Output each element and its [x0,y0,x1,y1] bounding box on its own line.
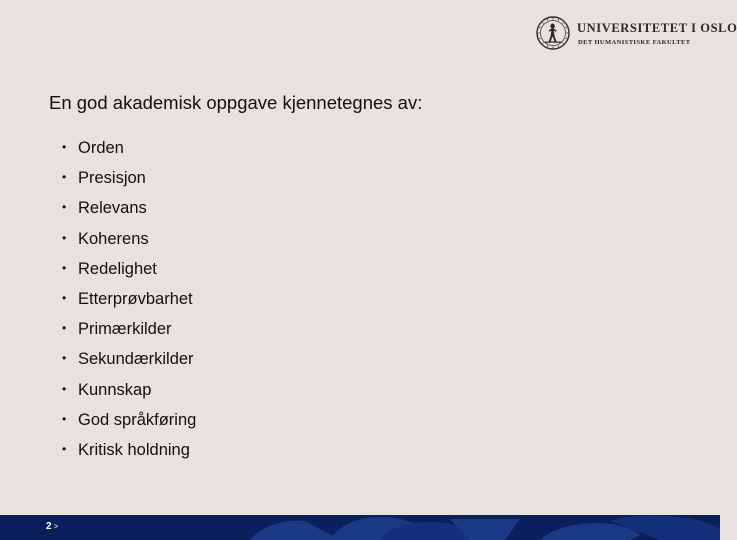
bullet-list [62,135,196,467]
bullet-dot: • [62,140,67,154]
slide-heading: En god akademisk oppgave kjennetegnes av: [49,92,423,113]
page-arrow: > [53,522,59,531]
bullet-item [62,316,196,346]
bullet-item [62,165,196,195]
bullet-item [62,437,196,467]
university-seal-icon [536,16,570,50]
bullet-text: Orden [78,139,124,157]
bullet-text: Kunnskap [78,380,152,399]
bullet-dot: • [62,441,67,456]
bullet-item [62,377,196,407]
bullet-text: Kritisk holdning [78,440,190,459]
page-number-value: 2 [46,521,52,532]
bullet-item [62,195,196,225]
bullet-item [62,407,196,437]
bullet-dot: • [62,351,67,366]
bullet-dot: • [62,260,67,275]
bullet-item [62,135,196,165]
bullet-dot: • [62,381,67,396]
bullet-dot: • [62,200,67,215]
page-number [46,521,58,532]
bullet-text: Koherens [78,229,149,248]
faculty-name: DET HUMANISTISKE FAKULTET [578,39,691,46]
university-logo [536,16,737,52]
university-name: UNIVERSITETET I OSLO [577,21,737,35]
bullet-text: God språkføring [78,410,197,429]
bullet-item [62,226,196,256]
bullet-text: Primærkilder [78,320,172,339]
footer-wave-decoration [0,515,720,540]
bullet-text: Sekundærkilder [78,350,194,369]
bullet-dot: • [62,290,67,305]
bullet-dot: • [62,230,67,245]
bullet-dot: • [62,321,67,336]
bullet-text: Redelighet [78,259,157,278]
footer-bar [0,515,720,540]
bullet-text: Presisjon [78,169,146,188]
bullet-item [62,346,196,376]
bullet-dot: • [62,170,67,185]
bullet-item [62,286,196,316]
bullet-text: Relevans [78,199,147,218]
bullet-item [62,256,196,286]
bullet-text: Etterprøvbarhet [78,289,193,308]
bullet-dot: • [62,411,67,426]
